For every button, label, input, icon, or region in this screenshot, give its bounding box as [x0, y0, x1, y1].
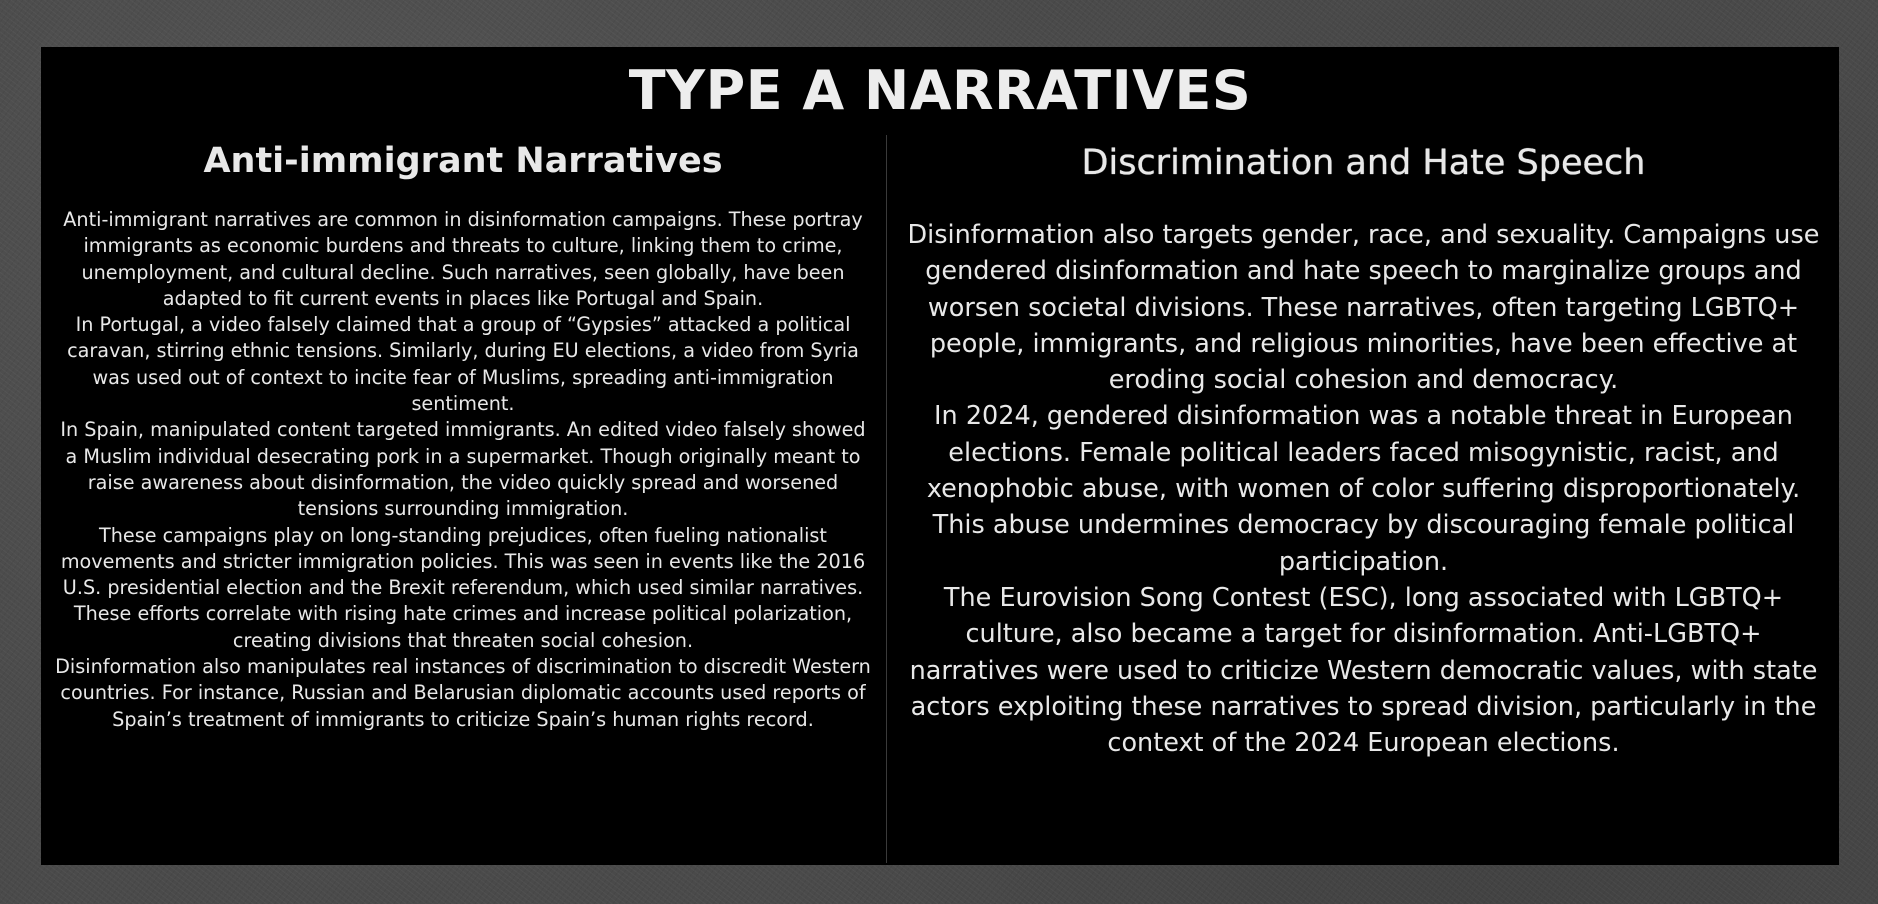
content-panel [41, 47, 1839, 865]
anti-immigrant-section [45, 135, 881, 733]
hate-speech-section [892, 135, 1835, 761]
anti-immigrant-heading: Anti-immigrant Narratives [203, 141, 723, 181]
hate-speech-body [892, 217, 1835, 761]
anti-immigrant-body [45, 207, 881, 733]
paragraph: These campaigns play on long-standing prejudices, often fueling nationalist movements and stricter immigration policies. This was seen in events like the 2016 U.S. presidential election and the Brexit referendum, which used similar narratives. These efforts correlate with rising hate crimes and increase political polarization, creating divisions that threaten social cohesion. [60, 523, 866, 652]
column-divider [886, 135, 887, 863]
paragraph: Anti-immigrant narratives are common in disinformation campaigns. These portray immigrants as economic burdens and threats to culture, linking them to crime, unemployment, and cultural decline. Such narratives, seen globally, have been adapted to fit current events in places like Portugal and Spain. [63, 208, 863, 310]
page-title: TYPE A NARRATIVES [628, 59, 1252, 122]
paragraph: In Spain, manipulated content targeted immigrants. An edited video falsely showed a Muslim individual desecrating pork in a supermarket. Though originally meant to raise awareness about disinformation, the video quickly spread and worsened tensions surrounding immigration. [60, 418, 866, 521]
paragraph: In Portugal, a video falsely claimed that a group of “Gypsies” attacked a political caravan, stirring ethnic tensions. Similarly, during EU elections, a video from Syria was used out of context to incite fear of Muslims, spreading anti-immigration sentiment. [67, 313, 859, 416]
paragraph: In 2024, gendered disinformation was a notable threat in European elections. Female political leaders faced misogynistic, racist, and xenophobic abuse, with women of color suffering disproportionately. This abuse undermines democracy by discouraging female political participation. [926, 401, 1801, 577]
hate-speech-heading: Discrimination and Hate Speech [1081, 143, 1646, 183]
paragraph: The Eurovision Song Contest (ESC), long associated with LGBTQ+ culture, also became a target for disinformation. Anti-LGBTQ+ narratives were used to criticize Western democratic values, with state actors exploiting these narratives to spread division, particularly in the context of the 2024 European elections. [909, 582, 1818, 759]
paragraph: Disinformation also manipulates real instances of discrimination to discredit Western countries. For instance, Russian and Belarusian diplomatic accounts used reports of Spain’s treatment of immigrants to criticize Spain’s human rights record. [55, 655, 871, 731]
paragraph: Disinformation also targets gender, race, and sexuality. Campaigns use gendered disinformation and hate speech to marginalize groups and worsen societal divisions. These narratives, often targeting LGBTQ+ people, immigrants, and religious minorities, have been effective at eroding social cohesion and democracy. [907, 220, 1820, 396]
